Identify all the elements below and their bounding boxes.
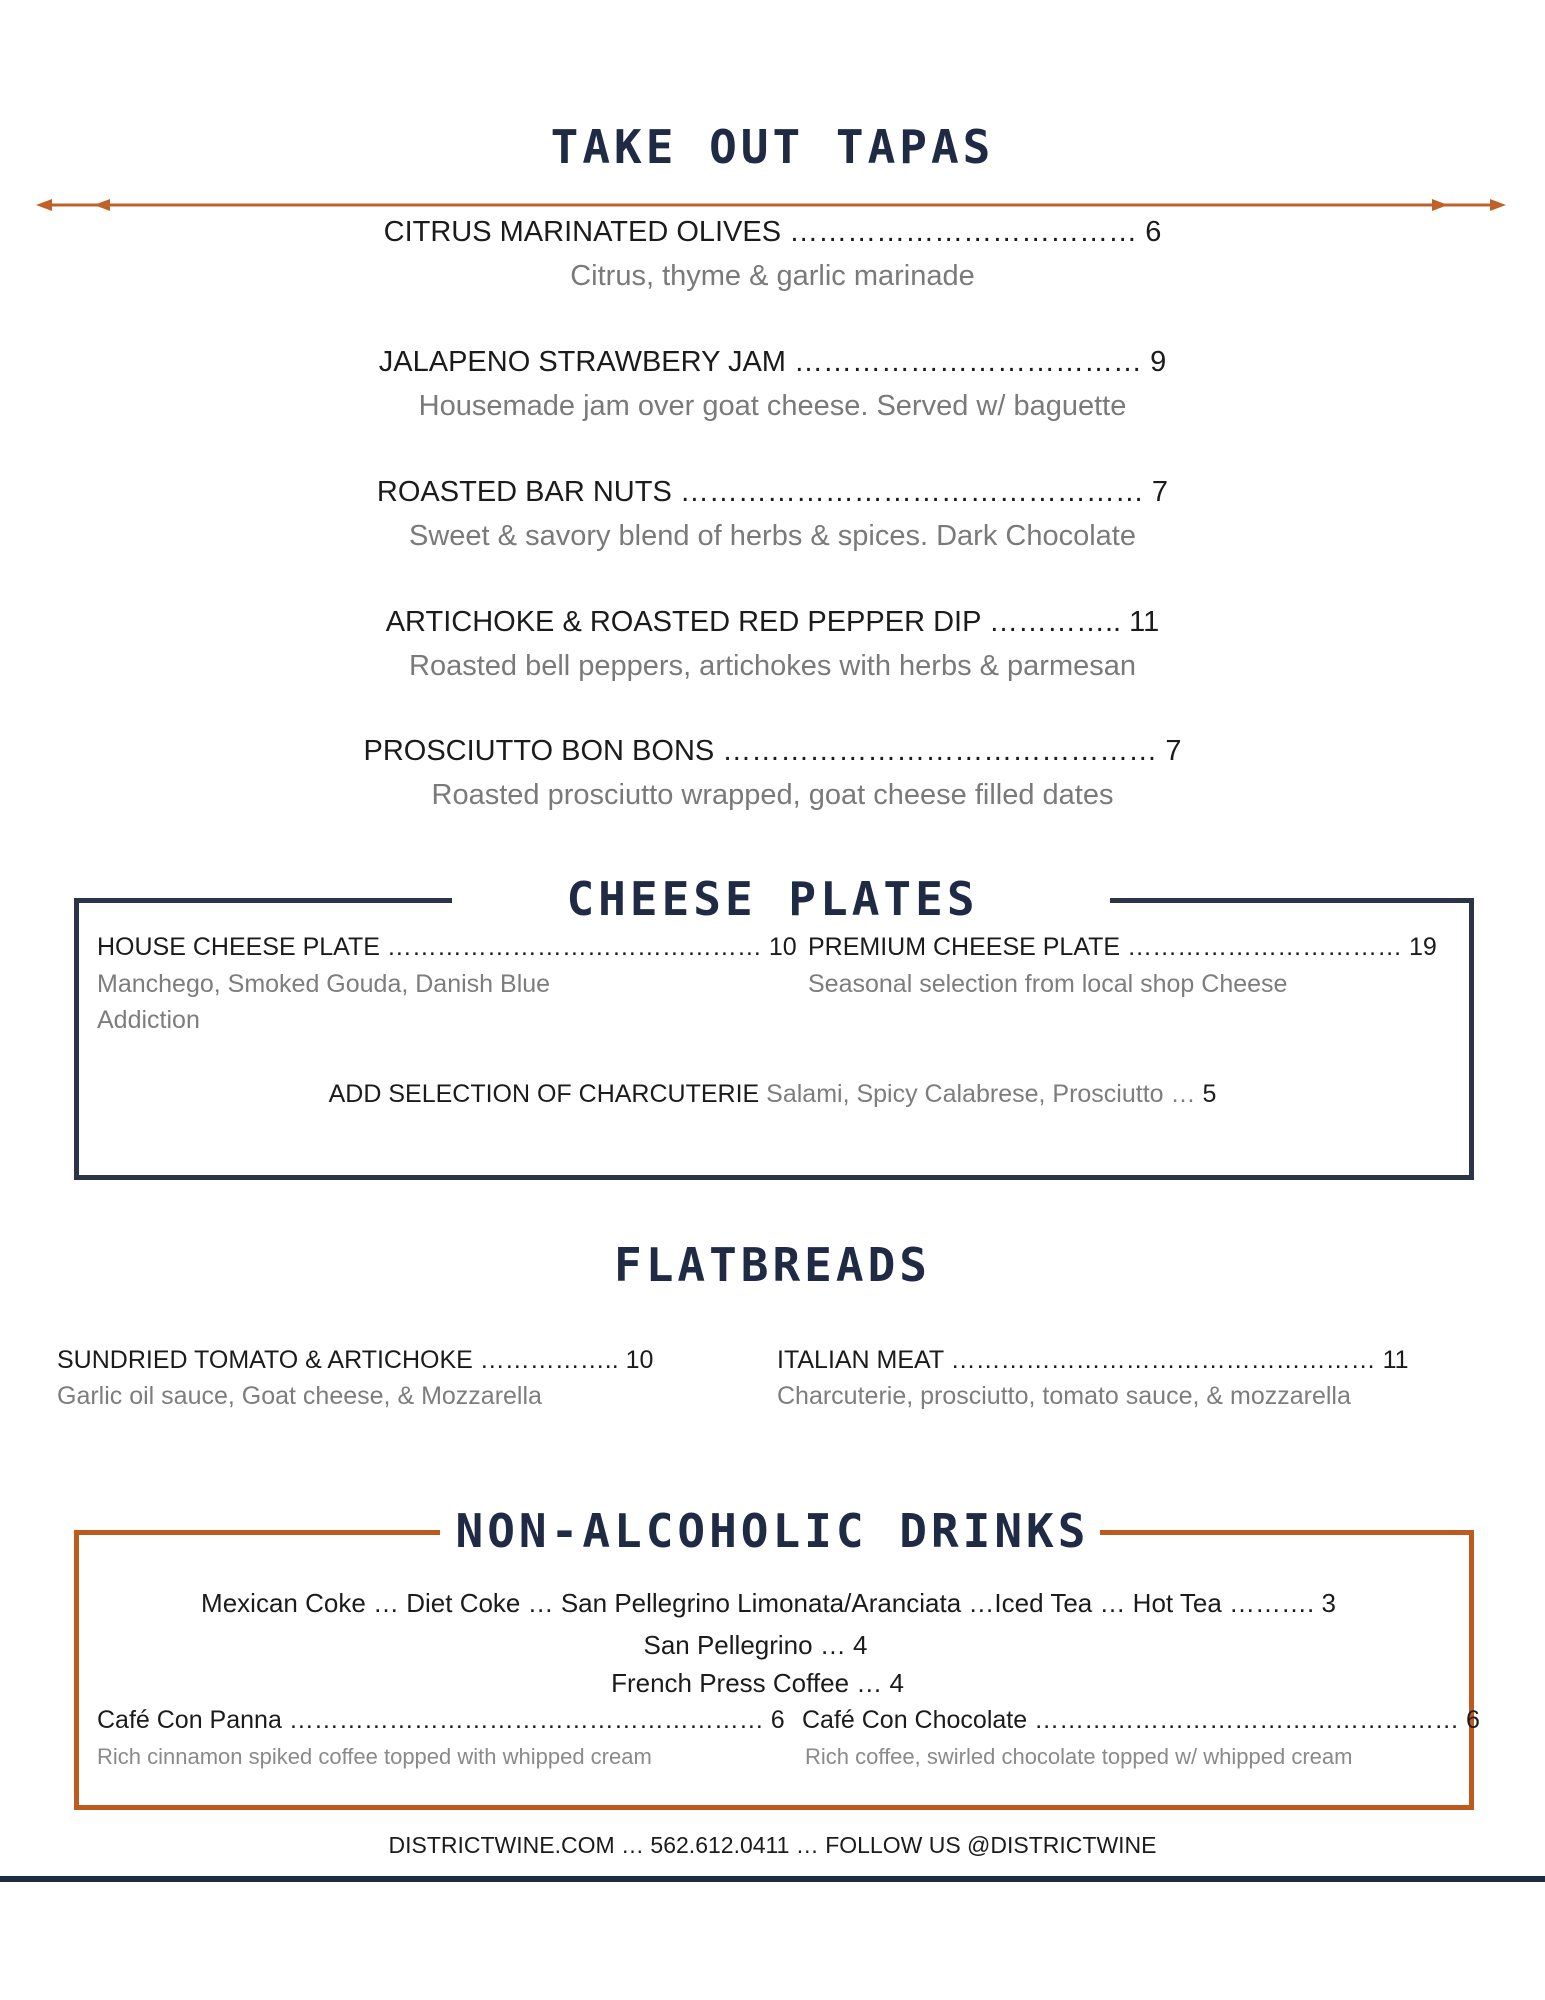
item-name: SUNDRIED TOMATO & ARTICHOKE bbox=[57, 1346, 473, 1374]
item-price: 6 bbox=[1466, 1706, 1480, 1734]
cheese-house-desc: Manchego, Smoked Gouda, Danish Blue bbox=[97, 970, 551, 998]
item-price: 5 bbox=[1202, 1080, 1217, 1108]
item-dots: ……………………………………… bbox=[722, 735, 1158, 767]
item-name: ITALIAN MEAT bbox=[777, 1346, 944, 1374]
arrow-left-icon bbox=[36, 199, 52, 211]
item-dots: ……………………………… bbox=[794, 346, 1143, 378]
item-name: ARTICHOKE & ROASTED RED PEPPER DIP bbox=[385, 606, 981, 638]
flatbread-right-desc: Charcuterie, prosciutto, tomato sauce, & mozzarella bbox=[777, 1382, 1351, 1410]
item-dots: …………………………………………… bbox=[950, 1346, 1376, 1374]
drinks-line-sodas: Mexican Coke … Diet Coke … San Pellegrino Limonata/Aranciata …Iced Tea … Hot Tea ………. 3 bbox=[201, 1588, 1336, 1618]
item-name: ROASTED BAR NUTS bbox=[376, 476, 672, 508]
cheese-house-desc-cont: Addiction bbox=[97, 1006, 200, 1034]
flatbreads-heading: FLATBREADS bbox=[614, 1238, 931, 1292]
item-price: 10 bbox=[768, 933, 797, 961]
drinks-line-pellegrino: San Pellegrino … 4 bbox=[643, 1630, 868, 1660]
tapas-item bbox=[0, 476, 1545, 509]
drinks-heading: NON-ALCOHOLIC DRINKS bbox=[455, 1504, 1090, 1558]
item-dots: ………….. bbox=[988, 606, 1122, 638]
cheese-premium-desc: Seasonal selection from local shop Cheese bbox=[808, 970, 1288, 998]
tapas-item bbox=[0, 735, 1545, 768]
item-desc: Salami, Spicy Calabrese, Prosciutto … bbox=[766, 1080, 1196, 1108]
tapas-item bbox=[0, 606, 1545, 639]
arrow-right-inner-icon bbox=[1432, 199, 1448, 211]
arrow-left-inner-icon bbox=[94, 199, 110, 211]
item-dots: ………………………………………… bbox=[679, 476, 1144, 508]
flatbread-item-left bbox=[57, 1346, 653, 1375]
tapas-item-desc: Citrus, thyme & garlic marinade bbox=[570, 260, 975, 292]
tapas-item-desc: Housemade jam over goat cheese. Served w/ baguette bbox=[418, 390, 1127, 422]
drinks-line-coffee: French Press Coffee … 4 bbox=[611, 1668, 904, 1698]
item-name: HOUSE CHEESE PLATE bbox=[97, 933, 380, 961]
item-name: CITRUS MARINATED OLIVES bbox=[383, 216, 782, 248]
item-price: 9 bbox=[1150, 346, 1167, 378]
drink-chocolate-desc: Rich coffee, swirled chocolate topped w/ whipped cream bbox=[805, 1744, 1353, 1769]
flatbread-item-right bbox=[777, 1346, 1409, 1375]
item-price: 6 bbox=[770, 1706, 785, 1734]
item-price: 10 bbox=[625, 1346, 654, 1374]
item-price: 11 bbox=[1382, 1346, 1409, 1374]
item-dots: ……………………………………… bbox=[386, 933, 762, 961]
footer-contact: DISTRICTWINE.COM … 562.612.0411 … FOLLOW US @DISTRICTWINE bbox=[388, 1832, 1157, 1858]
item-name: PROSCIUTTO BON BONS bbox=[363, 735, 715, 767]
cheese-item-house bbox=[97, 933, 797, 962]
tapas-item-desc: Roasted prosciutto wrapped, goat cheese filled dates bbox=[431, 779, 1114, 811]
footer-rule bbox=[0, 1876, 1545, 1882]
cheese-heading: CHEESE PLATES bbox=[566, 872, 979, 926]
item-price: 7 bbox=[1165, 735, 1182, 767]
item-name: Café Con Panna bbox=[97, 1706, 282, 1734]
arrow-right-icon bbox=[1490, 199, 1506, 211]
tapas-divider-arrow bbox=[36, 194, 1506, 216]
item-name: Café Con Chocolate bbox=[802, 1706, 1028, 1734]
tapas-item-desc: Sweet & savory blend of herbs & spices. Dark Chocolate bbox=[409, 520, 1136, 552]
item-dots: ………………………………………………… bbox=[288, 1706, 764, 1734]
flatbread-left-desc: Garlic oil sauce, Goat cheese, & Mozzarella bbox=[57, 1382, 542, 1410]
item-dots: …………………………………………… bbox=[1034, 1706, 1460, 1734]
item-dots: …………….. bbox=[479, 1346, 619, 1374]
charcuterie-add-on bbox=[0, 1080, 1545, 1109]
cheese-item-premium bbox=[808, 933, 1437, 962]
tapas-heading: TAKE OUT TAPAS bbox=[550, 120, 995, 174]
tapas-item bbox=[0, 346, 1545, 379]
item-name: PREMIUM CHEESE PLATE bbox=[808, 933, 1121, 961]
item-price: 6 bbox=[1145, 216, 1162, 248]
drink-item-panna bbox=[97, 1706, 785, 1735]
item-dots: ……………………………… bbox=[789, 216, 1138, 248]
item-price: 7 bbox=[1151, 476, 1169, 508]
tapas-item-desc: Roasted bell peppers, artichokes with herbs & parmesan bbox=[409, 650, 1136, 682]
item-price: 19 bbox=[1409, 933, 1437, 961]
item-name: ADD SELECTION OF CHARCUTERIE bbox=[328, 1080, 760, 1108]
tapas-item bbox=[0, 216, 1545, 249]
drink-item-chocolate bbox=[802, 1706, 1480, 1735]
drink-panna-desc: Rich cinnamon spiked coffee topped with whipped cream bbox=[97, 1744, 652, 1769]
item-dots: …………………………… bbox=[1127, 933, 1403, 961]
item-price: 11 bbox=[1129, 606, 1160, 638]
item-name: JALAPENO STRAWBERY JAM bbox=[378, 346, 786, 378]
